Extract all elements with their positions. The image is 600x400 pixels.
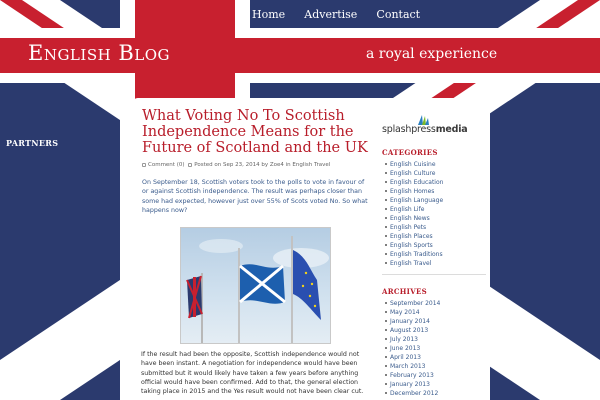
archive-link[interactable]: May 2014 [390, 308, 486, 317]
category-link[interactable]: English Life [390, 205, 486, 214]
archive-link[interactable]: January 2013 [390, 380, 486, 389]
nav-advertise[interactable]: Advertise [304, 8, 358, 21]
comment-icon [142, 163, 146, 167]
category-link[interactable]: English Language [390, 196, 486, 205]
post-body: If the result had been the opposite, Scottish independence would not have been instant. A negotiation for independence would have been submitted but it would likely have taken a few years before anything official would have been confirmed. Add to that, the general election taking place in 2015 and the Yes result would not have been clear cut. [141, 351, 364, 396]
sidebar-divider [382, 274, 486, 275]
post-image-flags [180, 227, 331, 344]
category-link[interactable]: English Travel [390, 259, 486, 268]
logo-text-splashpress: splashpress [382, 124, 436, 135]
category-link[interactable]: English Traditions [390, 250, 486, 259]
header-banner [0, 38, 600, 73]
post-intro: On September 18, Scottish voters took to the polls to vote in favour of or against Scottish independence. The result was perhaps closer than some had expected, however just over 55% of Scots voted No. So what happens now? [142, 179, 368, 214]
category-link[interactable]: English Pets [390, 223, 486, 232]
post-title[interactable]: What Voting No To Scottish Independence Means for the Future of Scotland and the UK [142, 108, 368, 156]
category-link[interactable]: English Culture [390, 169, 486, 178]
logo-text-media: media [435, 124, 468, 135]
categories-heading: CATEGORIES [382, 148, 438, 157]
nav-home[interactable]: Home [252, 8, 286, 21]
nav-contact[interactable]: Contact [376, 8, 421, 21]
archive-link[interactable]: December 2012 [390, 389, 486, 398]
categories-list [382, 160, 486, 268]
content-panel [132, 98, 490, 400]
archive-link[interactable]: February 2013 [390, 371, 486, 380]
comment-count[interactable]: Comment (0) [148, 162, 185, 168]
posted-on: Posted on Sep 23, 2014 by Zoe4 in English Travel [194, 162, 331, 168]
post-meta [142, 161, 370, 169]
archives-heading: ARCHIVES [382, 287, 427, 296]
archives-list [382, 299, 486, 398]
archive-link[interactable]: September 2014 [390, 299, 486, 308]
clock-icon [188, 163, 192, 167]
nav-subscribe[interactable]: Subscribe [319, 27, 376, 40]
blog-title[interactable]: English Blog [28, 41, 171, 65]
category-link[interactable]: English News [390, 214, 486, 223]
splashpress-logo-text [382, 124, 468, 135]
right-sidebar [382, 114, 486, 398]
splashpress-media-logo[interactable] [382, 114, 486, 136]
category-link[interactable]: English Cuisine [390, 160, 486, 169]
category-link[interactable]: English Places [390, 232, 486, 241]
nav-network[interactable]: Network [252, 27, 301, 40]
category-link[interactable]: English Homes [390, 187, 486, 196]
partners-heading: PARTNERS [6, 138, 59, 148]
top-navigation [252, 3, 482, 41]
post-article [142, 108, 370, 397]
archive-link[interactable]: January 2014 [390, 317, 486, 326]
archive-link[interactable]: June 2013 [390, 344, 486, 353]
category-link[interactable]: English Education [390, 178, 486, 187]
category-link[interactable]: English Sports [390, 241, 486, 250]
archive-link[interactable]: August 2013 [390, 326, 486, 335]
archive-link[interactable]: April 2013 [390, 353, 486, 362]
archive-link[interactable]: July 2013 [390, 335, 486, 344]
archive-link[interactable]: March 2013 [390, 362, 486, 371]
blog-tagline: a royal experience [366, 46, 498, 62]
